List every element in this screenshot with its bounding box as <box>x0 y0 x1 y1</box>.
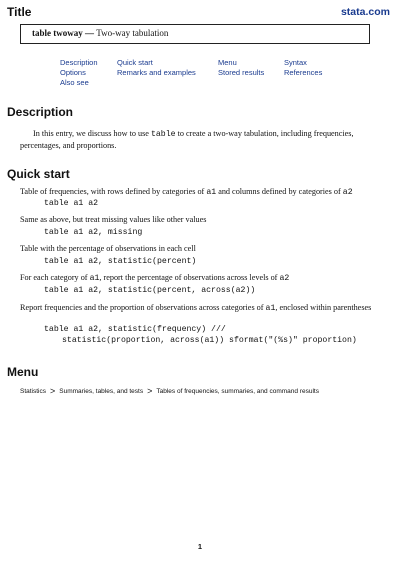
entry-title-box <box>20 24 370 44</box>
quick-start-heading: Quick start <box>7 167 70 181</box>
qs-item-3-code: table a1 a2, statistic(percent) <box>44 257 197 266</box>
qs-item-5-code-line-1: table a1 a2, statistic(frequency) /// <box>44 325 226 334</box>
nav-link-stored-results[interactable]: Stored results <box>218 68 265 77</box>
entry-command: table twoway <box>32 28 83 38</box>
menu-heading: Menu <box>7 365 39 379</box>
entry-dash: — <box>82 28 97 38</box>
menu-separator-icon: > <box>147 386 153 396</box>
nav-link-description[interactable]: Description <box>60 58 98 67</box>
header-title: Title <box>7 5 32 19</box>
qs-item-1-code: table a1 a2 <box>44 199 99 208</box>
menu-path-statistics: Statistics <box>20 388 47 395</box>
inline-code: table <box>150 130 176 139</box>
qs-item-1-text: Table of frequencies, with rows defined by categories of a1 and columns defined by categories of a2 <box>20 187 353 197</box>
nav-link-references[interactable]: References <box>284 68 323 77</box>
qs-item-4-code: table a1 a2, statistic(percent, across(a2)) <box>44 286 256 295</box>
qs-item-4-text: For each category of a1, report the percentage of observations across levels of a2 <box>20 273 290 283</box>
menu-path-summaries: Summaries, tables, and tests <box>59 388 144 395</box>
qs-item-2-text: Same as above, but treat missing values like other values <box>20 215 207 224</box>
description-heading: Description <box>7 105 74 119</box>
qs-item-3-text: Table with the percentage of observations in each cell <box>20 244 196 253</box>
nav-link-quick-start[interactable]: Quick start <box>117 58 153 67</box>
menu-path <box>20 385 319 395</box>
page-number: 1 <box>197 542 203 551</box>
nav-link-syntax[interactable]: Syntax <box>284 58 307 67</box>
qs-item-5-text: Report frequencies and the proportion of observations across categories of a1, enclosed within parentheses <box>20 303 372 313</box>
menu-separator-icon: > <box>50 386 56 396</box>
entry-description: Two-way tabulation <box>96 28 169 38</box>
description-text: In this entry, we discuss how to use table to create a two-way tabulation, including frequencies, percentages, and proportions. <box>20 129 354 150</box>
qs-item-5-code-line-2: statistic(proportion, across(a1)) sformat("(%s)" proportion) <box>62 336 357 345</box>
nav-link-options[interactable]: Options <box>60 68 86 77</box>
nav-link-also-see[interactable]: Also see <box>60 78 89 87</box>
menu-path-tables: Tables of frequencies, summaries, and command results <box>156 388 319 395</box>
stata-site-link[interactable]: stata.com <box>340 6 390 18</box>
qs-item-2-code: table a1 a2, missing <box>44 228 143 237</box>
nav-link-remarks[interactable]: Remarks and examples <box>117 68 196 77</box>
nav-link-menu[interactable]: Menu <box>218 58 237 67</box>
